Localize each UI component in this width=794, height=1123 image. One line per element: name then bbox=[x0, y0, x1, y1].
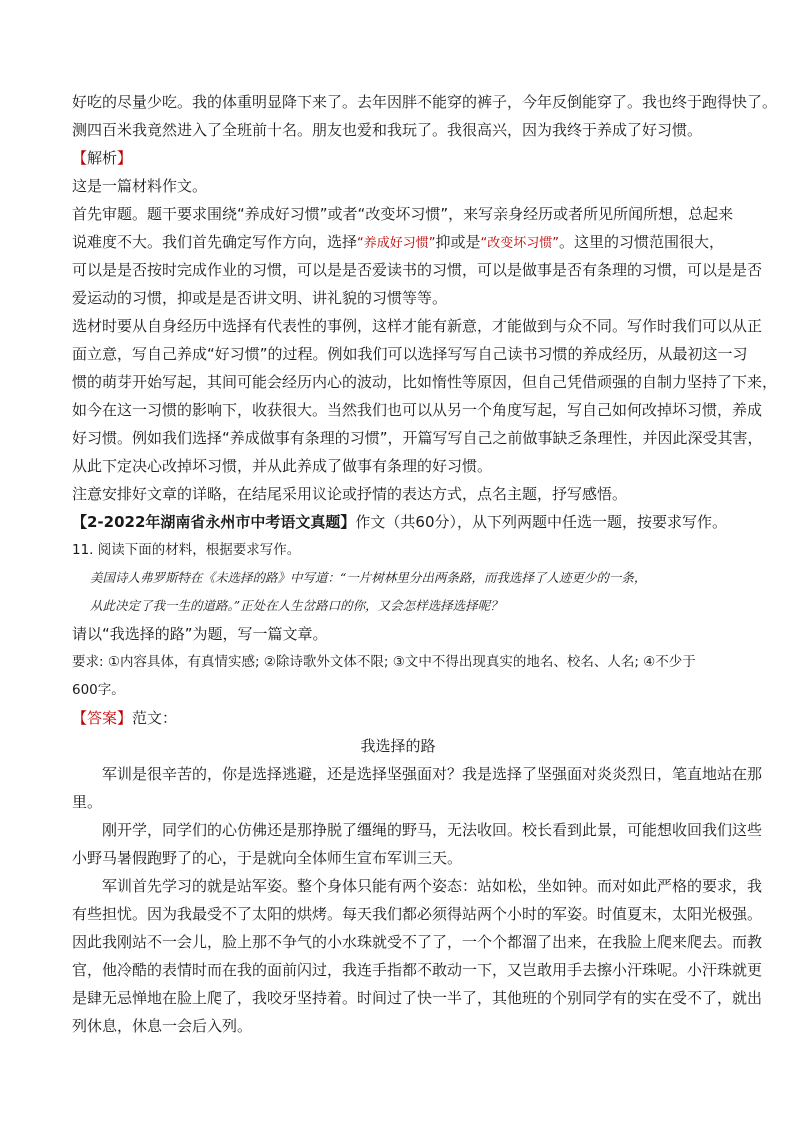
essay-line: 列休息，休息一会后入列。 bbox=[72, 1017, 253, 1035]
essay-line: 小野马暑假跑野了的心，于是就向全体师生宣布军训三天。 bbox=[72, 849, 463, 867]
requirements-line: 要求: ①内容具体，有真情实感; ②除诗歌外文体不限; ③文中不得出现真实的地名、校名、人名; ④不少于 bbox=[72, 654, 696, 670]
essay-line: 刚开学，同学们的心仿佛还是那挣脱了缰绳的野马，无法收回。校长看到此景，可能想收回我们这些 bbox=[102, 821, 763, 839]
analysis-line: 惯的萌芽开始写起，其间可能会经历内心的波动，比如惰性等原因，但自己凭借顽强的自制力坚持了下来， bbox=[72, 373, 778, 391]
answer-label-rest: 范文： bbox=[132, 709, 178, 727]
analysis-line: 从此下定决心改掉坏习惯，并从此养成了做事有条理的好习惯。 bbox=[72, 457, 493, 475]
essay-line: 因此我刚站不一会儿，脸上那不争气的小水珠就受不了了，一个个都溜了出来，在我脸上爬来爬去。而教 bbox=[72, 933, 763, 951]
text-run: 抑或是 bbox=[435, 233, 481, 251]
text-run: 说难度不大。我们首先确定写作方向，选择 bbox=[72, 233, 358, 251]
bracket-close: 】 bbox=[117, 149, 133, 167]
analysis-line: 这是一篇材料作文。 bbox=[72, 177, 208, 195]
question-source: 【2-2022年湖南省永州市中考语文真题】 bbox=[72, 513, 356, 531]
question-header bbox=[72, 508, 728, 536]
essay-line: 军训是很辛苦的，你是选择逃避，还是选择坚强面对？我是选择了坚强面对炎炎烈日，笔直地站在那 bbox=[102, 765, 763, 783]
essay-line: 有些担忧。因为我最受不了太阳的烘烤。每天我们都必须得站两个小时的军姿。时值夏末，太阳光极强。 bbox=[72, 905, 763, 923]
answer-heading bbox=[72, 704, 724, 732]
essay-line: 军训首先学习的就是站军姿。整个身体只能有两个姿态：站如松，坐如钟。而对如此严格的要求，我 bbox=[102, 877, 763, 895]
essay-title: 我选择的路 bbox=[360, 737, 436, 755]
intro-line: 测四百米我竟然进入了全班前十名。朋友也爱和我玩了。我很高兴，因为我终于养成了好习惯。 bbox=[72, 121, 703, 139]
analysis-line: 如今在这一习惯的影响下，收获很大。当然我们也可以从另一个角度写起，写自己如何改掉坏习惯，养成 bbox=[72, 401, 763, 419]
essay-line: 官，他冷酷的表情时而在我的面前闪过，我连手指都不敢动一下，又岂敢用手去擦小汗珠呢。小汗珠就更 bbox=[72, 961, 763, 979]
analysis-line: 注意安排好文章的详略，在结尾采用议论或抒情的表达方式，点名主题，抒写感悟。 bbox=[72, 485, 628, 503]
answer-label: 【答案】 bbox=[72, 709, 133, 727]
analysis-label: 解析 bbox=[87, 149, 118, 167]
analysis-heading bbox=[72, 144, 724, 172]
essay-line: 是肆无忌惮地在脸上爬了，我咬牙坚持着。时间过了快一半了，其他班的个别同学有的实在受不了，就出 bbox=[72, 989, 763, 1007]
quote-line: 从此决定了我一生的道路。”正处在人生岔路口的你，又会怎样选择选择呢？ bbox=[90, 598, 503, 613]
analysis-line: 可以是是否按时完成作业的习惯，可以是是否爱读书的习惯，可以是做事是否有条理的习惯，可以是是否 bbox=[72, 261, 763, 279]
text-run: 。这里的习惯范围很大， bbox=[559, 233, 725, 251]
intro-line: 好吃的尽量少吃。我的体重明显降下来了。去年因胖不能穿的裤子，今年反倒能穿了。我也终于跑得快了。 bbox=[72, 93, 778, 111]
highlight-bad-habit: “改变坏习惯” bbox=[480, 236, 559, 251]
analysis-line: 面立意，写自己养成“好习惯”的过程。例如我们可以选择写写自己读书习惯的养成经历，从最初这一习 bbox=[72, 345, 748, 363]
analysis-line bbox=[72, 228, 724, 256]
analysis-line: 首先审题。题干要求围绕“养成好习惯”或者“改变坏习惯”，来写亲身经历或者所见所闻所想，总起来 bbox=[72, 205, 734, 223]
document-page bbox=[72, 88, 778, 1040]
highlight-good-habit: “养成好习惯” bbox=[357, 236, 436, 251]
requirements-line: 600字。 bbox=[72, 682, 125, 698]
analysis-line: 好习惯。例如我们选择“养成做事有条理的习惯”，开篇写写自己之前做事缺乏条理性，并因此深受其害， bbox=[72, 429, 763, 447]
quote-line: 美国诗人弗罗斯特在《未选择的路》中写道：“一片树林里分出两条路，而我选择了人迹更少的一条， bbox=[90, 570, 647, 585]
analysis-line: 选材时要从自身经历中选择有代表性的事例，这样才能有新意，才能做到与众不同。写作时我们可以从正 bbox=[72, 317, 763, 335]
question-instruction: 作文（共60分），从下列两题中任选一题，按要求写作。 bbox=[355, 513, 728, 531]
essay-line: 里。 bbox=[72, 793, 103, 811]
title-requirement: 请以“我选择的路”为题，写一篇文章。 bbox=[72, 625, 328, 643]
analysis-line: 爱运动的习惯，抑或是是否讲文明、讲礼貌的习惯等等。 bbox=[72, 289, 448, 307]
bracket-open: 【 bbox=[72, 149, 88, 167]
question-prompt: 11. 阅读下面的材料，根据要求写作。 bbox=[72, 542, 301, 558]
